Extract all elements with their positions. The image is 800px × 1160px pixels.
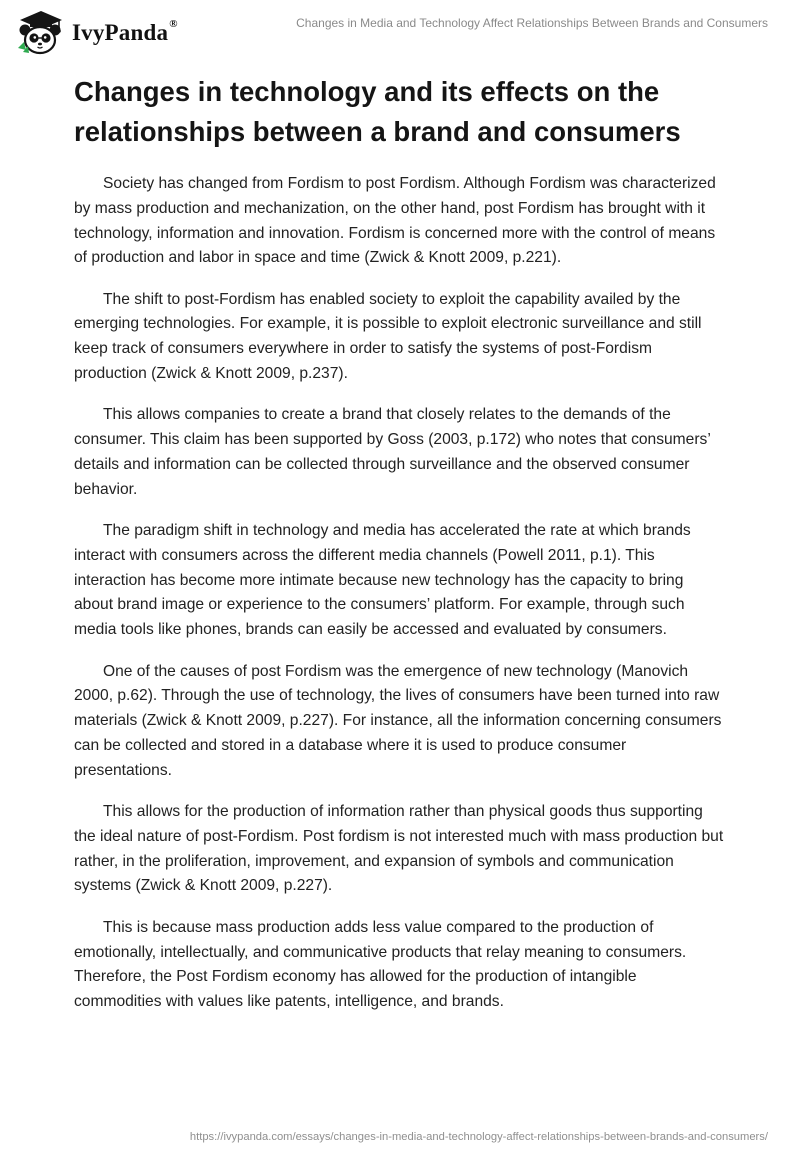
logo[interactable] xyxy=(14,8,178,56)
paragraph: This allows for the production of information rather than physical goods thus supporting the ideal nature of post-Fordism. Post fordism is not interested much with mass production but rather, in the proliferation, improvement, and expansion of symbols and communication systems (Zwick & Knott 2009, p.227). xyxy=(74,803,724,895)
article-body xyxy=(74,172,726,1031)
logo-wordmark: IvyPanda xyxy=(72,20,169,45)
page-title: Changes in technology and its effects on the relationships between a brand and consumers xyxy=(74,76,681,147)
paragraph: The paradigm shift in technology and media has accelerated the rate at which brands interact with consumers across the different media channels (Powell 2011, p.1). This interaction has become more intimate because new technology has the capacity to bring about brand image or experience to the consumers’ platform. For example, through such media tools like phones, brands can easily be accessed and evaluated by consumers. xyxy=(74,522,691,639)
paragraph: This allows companies to create a brand that closely relates to the demands of the consumer. This claim has been supported by Goss (2003, p.172) who notes that consumers’ details and information can be collected through surveillance and the observed consumer behavior. xyxy=(74,406,711,498)
paragraph: This is because mass production adds less value compared to the production of emotionally, intellectually, and communicative products that relay meaning to consumers. Therefore, the Post Fordism economy has allowed for the production of intangible commodities with values like patents, intelligence, and brands. xyxy=(74,918,687,1011)
paragraph: The shift to post-Fordism has enabled society to exploit the capability availed by the emerging technologies. For example, it is possible to exploit electronic surveillance and still keep track of consumers everywhere in order to satisfy the systems of post-Fordism production (Zwick & Knott 2009, p.237). xyxy=(74,290,702,383)
running-title: Changes in Media and Technology Affect Relationships Between Brands and Consumers xyxy=(296,16,768,30)
registered-mark: ® xyxy=(169,18,178,30)
panda-graduation-cap-icon xyxy=(14,8,66,56)
page-header xyxy=(0,0,800,60)
paragraph: Society has changed from Fordism to post Fordism. Although Fordism was characterized by mass production and mechanization, on the other hand, post Fordism has brought with it technology, information and innovation. Fordism is concerned more with the control of means of production and labor in space and time (Zwick & Knott 2009, p.221). xyxy=(74,175,716,267)
source-url[interactable]: https://ivypanda.com/essays/changes-in-media-and-technology-affect-relationships-between-brands-and-consumers/ xyxy=(189,1131,768,1143)
logo-text xyxy=(72,20,178,46)
paragraph: One of the causes of post Fordism was the emergence of new technology (Manovich 2000, p.62). Through the use of technology, the lives of consumers have been turned into raw materials (Zwick & Knott 2009, p.227). For instance, all the information concerning consumers can be collected and stored in a database where it is used to produce consumer presentations. xyxy=(74,662,722,779)
